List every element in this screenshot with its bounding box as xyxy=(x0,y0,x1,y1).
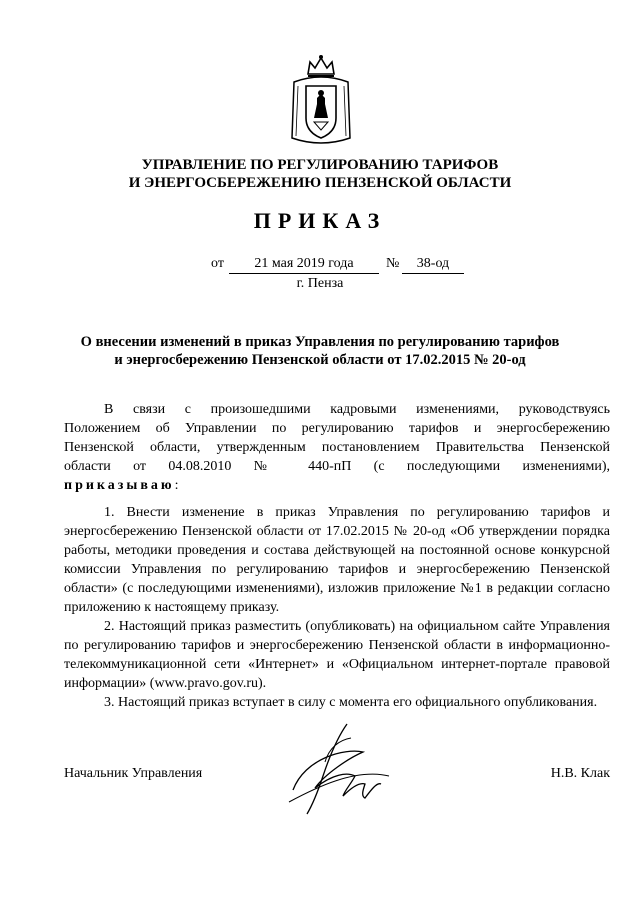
order-item-1: 1. Внести изменение в приказ Управления по регулированию тарифов и энергосбережению Пензенской области от 17.02.2015 № 20-од «Об утверждении порядка работы, методики проведения и состава действующей на постоянной основе конкурсной комиссии Управления по регулированию тарифов и энергосбережению Пензенской области» (с последующими изменениями), изложив приложение №1 в редакции согласно приложению к настоящему приказу. xyxy=(64,505,610,615)
order-item-2: 2. Настоящий приказ разместить (опубликовать) на официальном сайте Управления по регулированию тарифов и энергосбережению Пензенской области в информационно-телекоммуникационной сети «Интернет» и «Официальном интернет-портале правовой информации» (www.pravo.gov.ru). xyxy=(64,619,610,691)
preamble-line: В связи с произошедшими кадровыми изменениями, руководствуясь xyxy=(104,402,610,417)
subject-line1: О внесении изменений в приказ Управления по регулированию тарифов xyxy=(80,334,560,350)
preamble-line: области от 04.08.2010 № 440-пП (с последующими изменениями), xyxy=(64,459,610,474)
order-number: 38-од xyxy=(402,256,464,274)
date-line xyxy=(0,256,640,276)
preamble-line: Положением об Управлении по регулированию тарифов и энергосбережению xyxy=(64,421,610,436)
org-name-line1: УПРАВЛЕНИЕ ПО РЕГУЛИРОВАНИЮ ТАРИФОВ xyxy=(141,157,499,173)
city: г. Пенза xyxy=(296,276,344,291)
handwritten-signature-icon xyxy=(285,718,395,828)
subject-line2: и энергосбережению Пензенской области от 17.02.2015 № 20-од xyxy=(114,352,526,368)
org-name-line2: И ЭНЕРГОСБЕРЕЖЕНИЮ ПЕНЗЕНСКОЙ ОБЛАСТИ xyxy=(128,175,512,191)
signatory-name: Н.В. Клак xyxy=(550,766,610,781)
order-date: 21 мая 2019 года xyxy=(229,256,379,274)
order-item-3: 3. Настоящий приказ вступает в силу с момента его официального опубликования. xyxy=(104,695,598,710)
date-prefix: от xyxy=(211,256,224,271)
preamble-line: Пензенской области, утвержденным постановлением Правительства Пензенской xyxy=(64,440,610,455)
document-title: ПРИКАЗ xyxy=(253,208,387,233)
order-word-line xyxy=(64,476,610,495)
number-sign: № xyxy=(386,256,400,271)
penza-coat-of-arms-icon xyxy=(290,52,352,148)
signatory-position: Начальник Управления xyxy=(64,766,203,781)
order-word: приказываю xyxy=(64,478,175,493)
order-colon: : xyxy=(174,478,179,493)
document-body xyxy=(64,400,610,712)
